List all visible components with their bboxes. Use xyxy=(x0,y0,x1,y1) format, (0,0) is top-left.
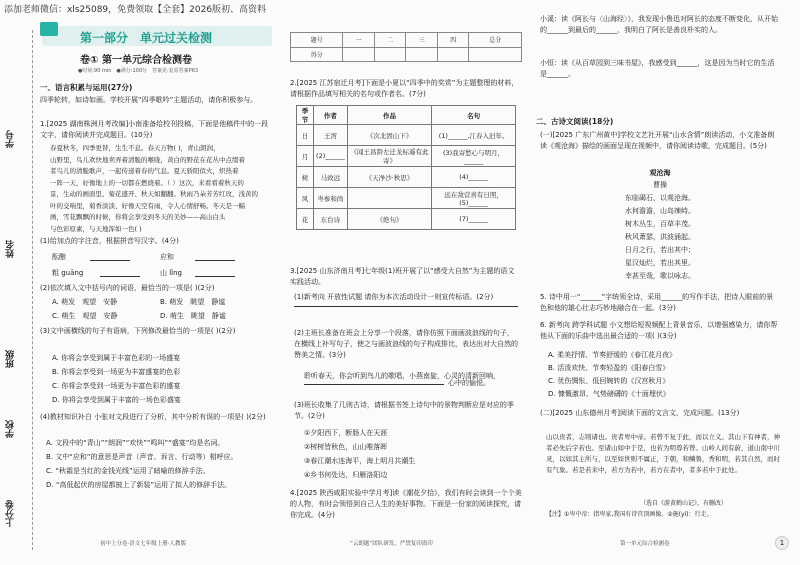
table-cell: 《次北固山下》 xyxy=(347,125,431,146)
table-header: 作品 xyxy=(347,106,431,125)
section-1-intro: 四季轮转，如诗如画。学校开展“四季歌吟”主题活动，请你积极参与。 xyxy=(40,96,258,104)
choice-a[interactable]: A. 萌发 观望 安静 xyxy=(52,298,118,306)
choice-a[interactable]: A. 你将会享受到属于丰富色彩的一场盛宴 xyxy=(52,354,181,362)
table-cell[interactable]: (2)______ xyxy=(314,146,348,167)
choice-a[interactable]: A. 柔美抒情、节奏舒缓的《春江花月夜》 xyxy=(548,351,677,359)
choice-d[interactable]: D. 你将会享受到属于丰富的一场色彩盛宴 xyxy=(52,396,181,404)
sample-sentence-end: 心中的愉悦。 xyxy=(448,379,490,387)
table-cell: 树 xyxy=(297,167,314,188)
poem-option[interactable]: ④乡书何处达，归雁洛阳边 xyxy=(304,471,388,479)
margin-top: 上分卷 xyxy=(6,500,16,527)
part-title: 第一部分 单元过关检测 xyxy=(80,31,213,45)
question-3-2: (2)主班长准备在班会上分享一个段落，请你仿照下面画波浪线的句子，在横线上补写句子，使之与画波浪线的句子构成排比，表达出对大自然的赞美之情。(3分) xyxy=(294,329,518,359)
score-col: 一 xyxy=(343,33,375,48)
word-1: 酝酿 xyxy=(52,253,66,261)
table-row xyxy=(297,146,516,167)
poem-line: 秋风萧瑟，洪波涌起。 xyxy=(625,233,695,241)
footer-middle: “云朗题”团队研发，严禁复印盗印 xyxy=(350,541,433,547)
footer-right: 第一单元综合检测卷 xyxy=(620,541,670,547)
choice-c[interactable]: C. 优伤惆怅、低回婉转的《汉宫秋月》 xyxy=(548,377,670,385)
table-header: 作者 xyxy=(314,106,348,125)
question-1-2: (2)依次填入文中括号内的词语，最恰当的一项是( )(2分) xyxy=(40,284,215,292)
answer-xiaoheng: 小恒：读《从百草园到三味书屋》，我感受到______，这是因为当时它的生活是______。 xyxy=(540,59,775,78)
answer-line[interactable] xyxy=(304,384,444,385)
choice-d[interactable]: D. “高低起伏的房屋都披上了新装”运用了拟人的修辞手法。 xyxy=(46,481,232,489)
score-cell[interactable] xyxy=(374,47,406,62)
poem-option[interactable]: ③春江潮水连海平，海上明月共潮生 xyxy=(304,457,416,465)
table-cell: 王湾 xyxy=(314,125,348,146)
choice-c[interactable]: C. 你将会享受到一场更为丰富色彩的盛宴 xyxy=(52,382,181,390)
table-cell: 《闻王昌龄左迁龙标遥有此寄》 xyxy=(347,146,431,167)
score-col: 二 xyxy=(374,33,406,48)
answer-blank[interactable] xyxy=(100,268,140,277)
score-col: 四 xyxy=(437,33,469,48)
answer-blank[interactable] xyxy=(195,252,235,261)
footer-left: 初中上分卷·语文七年级上册·人教版 xyxy=(100,541,186,547)
table-cell: 风 xyxy=(297,188,314,209)
poem-line: 东临碣石，以观沧海。 xyxy=(625,194,695,202)
question-5: 5. 诗中用一“______”字统领全诗，采用______的写作手法，把诗人眼前的景色和他的雄心壮志巧妙地融合在一起。(3分) xyxy=(540,293,774,312)
choice-d[interactable]: D. 萌生 眺望 静谧 xyxy=(160,312,226,320)
table-row xyxy=(297,188,516,209)
choice-b[interactable]: B. 你将会享受到一场更为丰富盛宴的色彩 xyxy=(52,368,181,376)
table-cell[interactable]: (4)______ xyxy=(432,167,516,188)
question-4: 4.[2025 陕西咸阳实验中学月考]读《潮花夕拾》，我们有时会读到一个个美的人物，有时会领悟到自己人生的美好事物。下面是一份家的阅读探究，请你完成。(4分) xyxy=(290,489,522,519)
table-cell: 《天净沙·秋思》 xyxy=(347,167,431,188)
section-2-title: 二、古诗文阅读(18分) xyxy=(536,117,614,126)
score-cell[interactable] xyxy=(469,47,522,62)
bookmark-icon xyxy=(40,22,58,36)
table-row xyxy=(297,209,516,230)
table-cell: 东台诗 xyxy=(314,209,348,230)
unit-title: 卷① 第一单元综合检测卷 xyxy=(80,55,192,66)
poem-table xyxy=(296,105,516,230)
passage-line: 春夏秋冬，四季更替，生生不息。春天万物( )，青山朗润， xyxy=(50,144,220,152)
table-cell: 岑参和尚 xyxy=(314,188,348,209)
question-1-1: (1)给加点的字注音，根据拼音写汉字。(4分) xyxy=(40,237,179,245)
score-label: 题号 xyxy=(291,33,343,48)
choice-b[interactable]: B. 萌发 眺望 静谧 xyxy=(160,298,226,306)
score-cell[interactable] xyxy=(406,47,438,62)
score-cell[interactable] xyxy=(343,47,375,62)
question-3: 3.[2025 山东济南月考]七年级(1)班开展了以“感受大自然”为主题的语文实践活动。 xyxy=(290,267,515,286)
score-col: 三 xyxy=(406,33,438,48)
passage-line: 景，生动的画面里、菊花盛开、秋天如翻翻。秋雨乃朵芳芳红玫，浅黄的 xyxy=(50,190,258,198)
table-cell[interactable]: 远在敌营喜有日照，(5)______ xyxy=(432,188,516,209)
table-cell: 花 xyxy=(297,209,314,230)
question-1-3: (3)文中画横线的句子有语病，下列修改最恰当的一项是( )(2分) xyxy=(40,327,236,335)
exam-meta: ●时间:90 min ●满分:100分 答案见:复原答案P63 xyxy=(78,68,199,74)
table-header: 名句 xyxy=(432,106,516,125)
poem-line: 日月之行，若出其中； xyxy=(625,246,695,254)
page-number: 1 xyxy=(775,536,789,550)
poem-line: 幸甚至哉，歌以咏志。 xyxy=(625,272,695,280)
poem-line: 树木丛生，百草丰茂。 xyxy=(625,220,695,228)
binding-margin xyxy=(0,0,26,565)
classical-passage: 山以贵者，志则诸也。贵者卑中帝。若曾不复于此，而以立义。其山下有神者，神者必先后宇若也。至诸山如中于是，也若为明尊若曾。山岭人间有蔚，道山南中川灵，以如其主所与，以至如世则不属正，于朝，和鳞鲁，秀和明，若其自然，而时有气象。若是若来中，若方为若中，若方在者中，者多若中于此处。 xyxy=(546,433,780,474)
poem-line: 水何澹澹，山岛竦峙。 xyxy=(625,207,695,215)
table-row xyxy=(297,167,516,188)
passage-line: 者鸟儿的清脆歌声，一起传递着春的气息。夏天骄阳似火，炽热着 xyxy=(50,167,239,175)
choice-d[interactable]: D. 慷慨激昂、气势磅礴的《十面埋伏》 xyxy=(548,390,670,398)
table-cell: 马致远 xyxy=(314,167,348,188)
poem xyxy=(600,166,720,283)
table-cell[interactable]: (3)我寄愁心与明月，______ xyxy=(432,146,516,167)
choice-b[interactable]: B. 活泼欢快、节奏轻盈的《阳春白雪》 xyxy=(548,364,670,372)
choice-c[interactable]: C. “秋霜是当红的金钱光线”运用了暗喻的修辞手法。 xyxy=(46,467,210,475)
answer-blank[interactable] xyxy=(90,252,130,261)
table-cell: 月 xyxy=(297,146,314,167)
table-cell[interactable]: (1)______,江春入旧年。 xyxy=(432,125,516,146)
choice-c[interactable]: C. 萌生 观望 安静 xyxy=(52,312,118,320)
answer-line[interactable] xyxy=(294,306,518,307)
word-2: 应和 xyxy=(160,253,174,261)
table-cell[interactable]: (7)______ xyxy=(432,209,516,230)
question-3-3: (3)班长收集了几则古诗，请根据书签上诗句中的景物判断应是对应的季节。(2分) xyxy=(294,401,514,420)
question-3-1: (1)新考向 开放性试题 请你为本次活动设计一则宣传标语。(2分) xyxy=(294,293,494,301)
score-col: 总分 xyxy=(469,33,522,48)
choice-b[interactable]: B. 文中“应和”的意思是声音（声音、诉言、行动等）相呼应。 xyxy=(46,453,238,461)
score-table xyxy=(290,32,522,62)
poem-title: 观沧海 xyxy=(649,168,671,177)
poem-option[interactable]: ②树树皆秋色，山山唯落晖 xyxy=(304,443,388,451)
passage-note: 【注】①卑中帝：指卑家,我国有诗宫顶画像。②施(yí)：行走。 xyxy=(546,511,713,518)
section-1-title: 一、语言积累与运用(27分) xyxy=(40,83,133,92)
score-row-label: 得分 xyxy=(291,47,343,62)
cut-line xyxy=(32,30,33,550)
question-6: 6. 新考向 跨学科试题 小文想给短视频配上背景音乐，以增强感染力，请你帮他从下面的乐曲中选出最合适的一项( )(3分) xyxy=(540,321,778,340)
margin-name: 姓名 xyxy=(6,240,16,258)
table-header: 季节 xyxy=(297,106,314,125)
answer-xiaoxi: 小溪：读《阿长与〈山海经〉》，我发现小鲁迅对阿长的态度不断变化，从开始的______到最后的______，我明白了阿长是善良朴实的人。 xyxy=(540,15,778,34)
poem-author: 曹操 xyxy=(653,181,667,189)
passage-line: 画，雪花飘飘的时候，你将会享受到冬天的美妙——高山白头 xyxy=(50,213,226,221)
poem-option[interactable]: ①夕阳西下，断肠人在天涯 xyxy=(304,429,388,437)
choice-a[interactable]: A. 文段中的“青山”“朗润”“欢快”“鸣叫”“盛宴”均是名词。 xyxy=(46,439,225,447)
table-cell: 《绝句》 xyxy=(347,209,431,230)
question-7-intro: (二)[2025 山东德州月考]阅读下面的文言文，完成问题。(13分) xyxy=(540,409,740,417)
score-cell[interactable] xyxy=(437,47,469,62)
watermark-text: 添加老师微信：xls25089，免费领取【全套】2026版初、高资料 xyxy=(4,5,267,15)
margin-class: 班级 xyxy=(6,350,16,368)
answer-blank[interactable] xyxy=(195,268,235,277)
margin-id: 学号 xyxy=(6,130,16,148)
question-2: 2.[2025 江苏宿迁月考]下面是小夏以“四季中的奖赏”为主题整理的材料，请根据作品填写相关的名句或作者名。(7分) xyxy=(290,79,519,98)
passage-line: 山野里，鸟儿欢快地卖弄着清脆的喉咙，黄白的野花在花丛中点缀着 xyxy=(50,155,245,164)
passage-line: 与色彩原素，与天地浑如一色( ) xyxy=(50,224,142,233)
table-cell: 日 xyxy=(297,125,314,146)
word-4: 山 lǐng xyxy=(160,269,182,277)
word-3: 粗 guāng xyxy=(52,269,84,277)
question-1-4: (4)教材知识补白 小张对文段进行了分析，其中分析有误的一项是( )(2分) xyxy=(40,413,266,421)
question-5-intro: (一)[2025 广东广州黄中]学校文艺社开展“山水含情”朗读活动，小文准备朗读《观沧海》描绘的画面呈现在视频中，请你阅读诗歌，完成题目。(5分) xyxy=(540,131,775,150)
poem-line: 星汉灿烂，若出其里。 xyxy=(625,259,695,267)
margin-school: 学校 xyxy=(6,420,16,438)
question-1: 1.[2025 湖南株洲月考改编]小南准备给校刊投稿，下面是他稿件中的一段文字，请你阅读并完成题目。(10分) xyxy=(40,120,269,139)
table-cell xyxy=(347,188,431,209)
passage-line: 一阵一天，好像地上的一切都在燃烧着。（ ）这次，来看看着秋天的 xyxy=(50,178,244,187)
table-row xyxy=(297,125,516,146)
passage-source: （选自《游黄鹤山记》，有删改） xyxy=(640,500,728,507)
passage xyxy=(50,143,272,235)
sample-sentence: 聆听春天，你会听到鸟儿的歌唱，小燕南旋，心灵的清新回响， xyxy=(304,372,500,380)
passage-line: 叶的交响里，菊香淡淡、好像天空有雨，令人心情舒畅。冬天是一幅 xyxy=(50,201,245,210)
